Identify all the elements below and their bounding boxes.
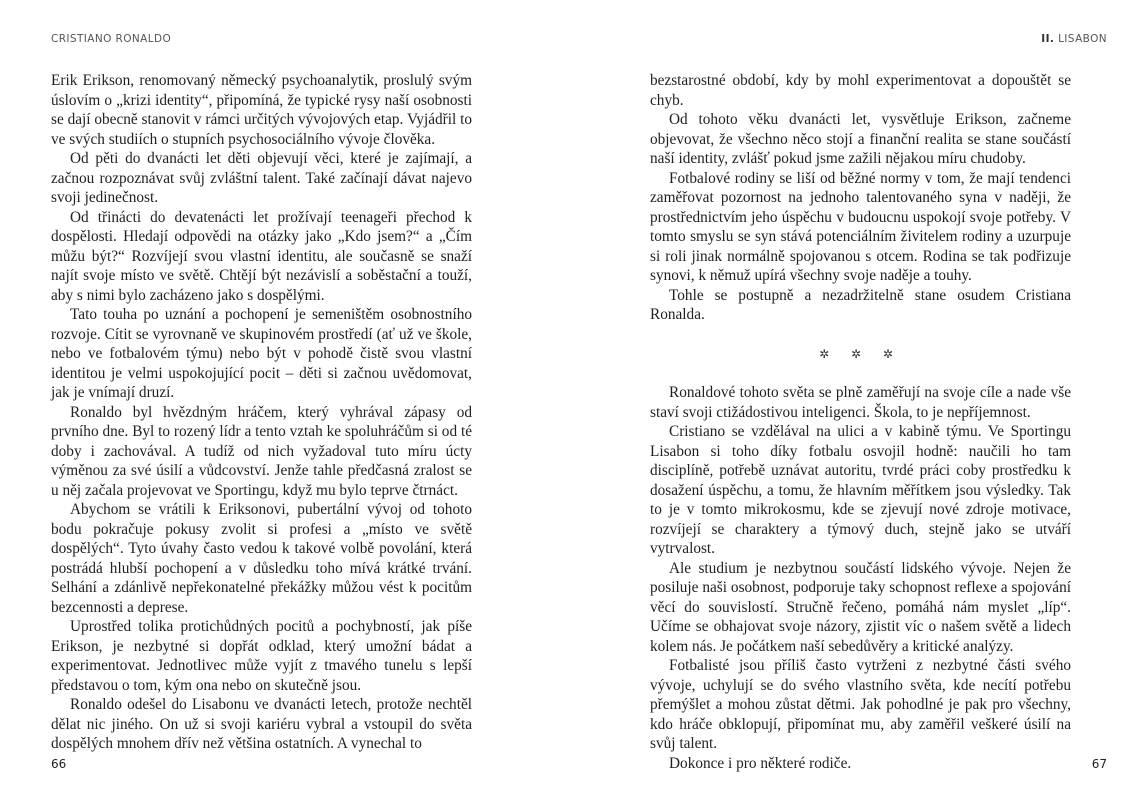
paragraph: Dokonce i pro některé rodiče. — [669, 754, 852, 772]
running-head-book-title: CRISTIANO RONALDO — [51, 33, 172, 45]
paragraph: Ale studium je nezbytnou součástí lidského vývoje. Nejen že posiluje naši osobnost, podporuje taky schopnost reflexe a spojování věcí do souvislostí. Stručně řečeno, pomáhá nám myslet „líp“. Učíme se obhajovat svoje názory, zjistit víc o našem světě a lidech kolem nás. Je počátkem naší sebedůvěry a kritické analýzy. — [650, 559, 1071, 655]
left-text-block — [51, 71, 472, 754]
paragraph: Fotbalisté jsou příliš často vytrženi z nezbytné části svého vývoje, uchylují se do svého vlastního světa, kde necítí potřebu přemýšlet a mohou zůstat dětmi. Jak pohodlné je pak pro všechny, kdo hráče obklopují, připomínat mu, aby zaměřil veškeré úsilí na svůj talent. — [650, 657, 1071, 752]
paragraph: Cristiano se vzdělával na ulici a v kabině týmu. Ve Sportingu Lisabon si toho díky fotbalu osvojil hodně: naučili ho tam disciplíně, potřebě uznávat autoritu, tvrdé práci coby prostředku k dosažení úspěchu, a tomu, že hlavním měřítkem jsou výsledky. Tak to je v tomto mikrokosmu, kde se zjevují nové zdroje motivace, rozvíjejí se charaktery a týmový duch, stejně jako se utváří vytrvalost. — [650, 423, 1071, 557]
paragraph: Od tohoto věku dvanácti let, vysvětluje Erikson, začneme objevovat, že všechno něco stojí a finanční realita se stane součástí naší identity, zvlášť pokud jsme zažili nějakou míru chudoby. — [650, 111, 1071, 167]
page-number: 66 — [51, 757, 67, 771]
right-text-block — [650, 71, 1071, 773]
paragraph: Od třinácti do devatenácti let prožívají teenageři přechod k dospělosti. Hledají odpovědi na otázky jako „Kdo jsem?“ a „Čím můžu být?“ Rozvíjejí svou vlastní identitu, ale současně se snaží najít svoje místo ve světě. Chtějí být nezávislí a soběstační a touží, aby s nimi bylo zacházeno jako s dospělými. — [51, 208, 472, 304]
left-page — [0, 0, 565, 800]
chapter-number: II. — [1041, 33, 1055, 45]
paragraph: Tato touha po uznání a pochopení je semeništěm osobnostního rozvoje. Cítit se vyrovnaně ve skupinovém prostředí (ať už ve škole, nebo ve fotbalovém týmu) nebo být v pohodě čistě svou vlastní identitou je velmi uspokojující pocit – děti si začnou uvědomovat, jak je vnímají druzí. — [51, 306, 472, 401]
chapter-title: LISABON — [1058, 33, 1107, 45]
paragraph: Fotbalové rodiny se liší od běžné normy v tom, že mají tendenci zaměřovat pozornost na jednoho talentovaného syna v naději, že prostřednictvím jeho úspěchu v budoucnu uspokojí svoje potřeby. V tomto smyslu se syn stává potenciálním živitelem rodiny a uzurpuje si roli jinak normálně spojovanou s otcem. Rodina se tak podřizuje synovi, k němuž upírá všechny svoje naděje a touhy. — [650, 169, 1071, 284]
paragraph: Ronaldo byl hvězdným hráčem, který vyhrával zápasy od prvního dne. Byl to rozený lídr a tento vztah ke spoluhráčům si od té doby i zachovával. A tudíž od nich vyžadoval tuto míru úcty výměnou za své úsilí a vůdcovství. Jenže tahle předčasná zralost se u něj začala projevovat ve Sportingu, když mu bylo teprve čtrnáct. — [51, 403, 472, 499]
paragraph: Abychom se vrátili k Eriksonovi, pubertální vývoj od tohoto bodu pokračuje pokusy zvolit si profesi a „místo ve světě dospělých“. Tyto úvahy často vedou k takové volbě povolání, která postrádá hlubší pochopení a v důsledku toho mívá krátké trvání. Selhání a zdánlivě nepřekonatelné překážky můžou vést k pocitům bezcennosti a deprese. — [51, 501, 472, 616]
page-number: 67 — [1091, 757, 1107, 771]
paragraph: Ronaldové tohoto světa se plně zaměřují na svoje cíle a nade vše staví svoji ctižádostivou inteligenci. Škola, to je nepříjemnost. — [650, 384, 1071, 421]
paragraph: bezstarostné období, kdy by mohl experimentovat a dopouštět se chyb. — [650, 72, 1071, 109]
paragraph: Erik Erikson, renomovaný německý psychoanalytik, proslulý svým úslovím o „krizi identity“, připomíná, že typické rysy naší osobnosti se dají obecně stanovit v rámci určitých vývojových etap. Vyjádřil to ve svých studiích o stupních psychosociálního vývoje člověka. — [51, 72, 472, 148]
paragraph: Ronaldo odešel do Lisabonu ve dvanácti letech, protože nechtěl dělat nic jiného. On už si svoji kariéru vybral a vstoupil do světa dospělých mnohem dřív než většina ostatních. A vynechal to — [51, 696, 472, 752]
running-head-chapter — [1041, 33, 1107, 45]
paragraph: Tohle se postupně a nezadržitelně stane osudem Cristiana Ronalda. — [650, 286, 1071, 323]
right-page — [566, 0, 1131, 800]
paragraph: Od pěti do dvanácti let děti objevují věci, které je zajímají, a začnou rozpoznávat svůj zvláštní talent. Také začínají dávat najevo svoji jedinečnost. — [51, 150, 472, 206]
paragraph: Uprostřed tolika protichůdných pocitů a pochybností, jak píše Erikson, je nezbytné si dopřát odklad, který umožní bádat a experimentovat. Jednotlivec může vyjít z tmavého tunelu s lepší představou o tom, kým ona nebo on skutečně jsou. — [51, 618, 472, 694]
section-break-asterisks-icon: ✲ ✲ ✲ — [819, 346, 902, 361]
